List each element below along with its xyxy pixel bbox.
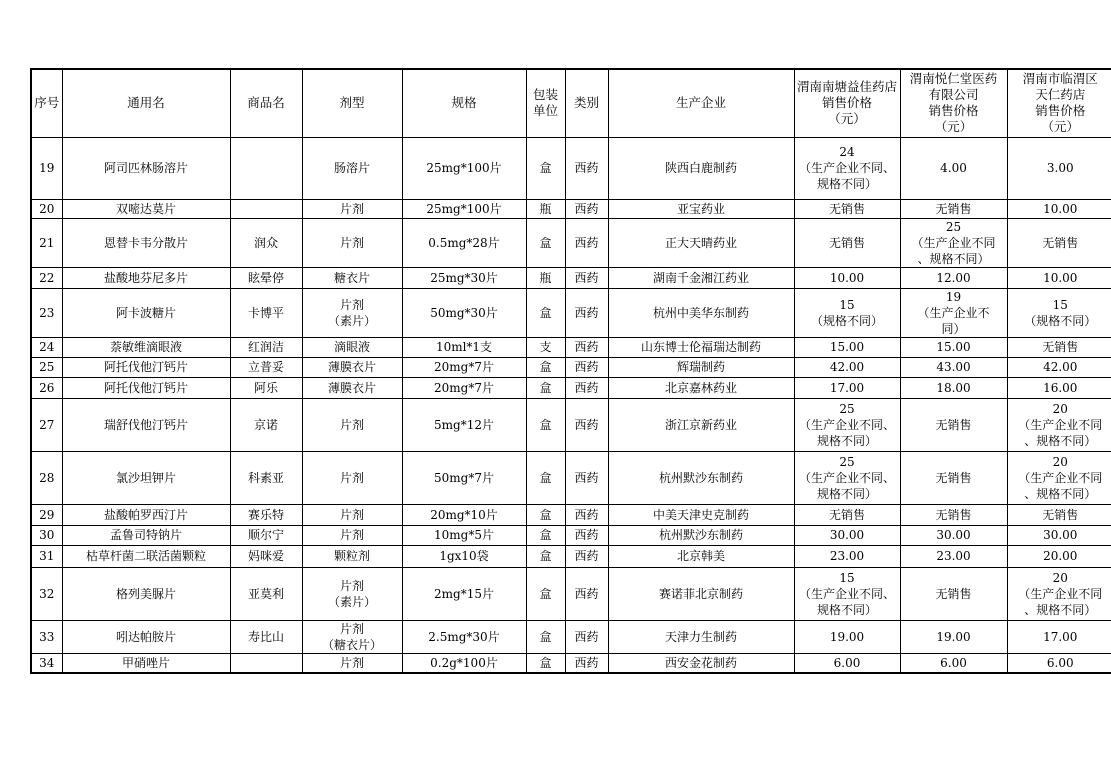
cell-store2-price: 无销售 — [900, 398, 1007, 451]
cell-trade-name: 卡博平 — [230, 288, 302, 337]
cell-store1-price: 10.00 — [794, 267, 900, 288]
cell-generic-name: 阿司匹林肠溶片 — [62, 137, 230, 199]
table-row — [31, 288, 1111, 337]
cell-store3-price: 无销售 — [1007, 337, 1111, 357]
cell-package-unit: 盒 — [526, 377, 565, 398]
cell-store3-price: 无销售 — [1007, 218, 1111, 267]
cell-trade-name: 妈咪爱 — [230, 545, 302, 567]
cell-category: 西药 — [565, 620, 608, 653]
cell-seq: 32 — [31, 567, 62, 620]
header-store2-price: 渭南悦仁堂医药 有限公司 销售价格 （元） — [900, 69, 1007, 137]
cell-seq: 21 — [31, 218, 62, 267]
cell-manufacturer: 赛诺菲北京制药 — [608, 567, 794, 620]
cell-manufacturer: 辉瑞制药 — [608, 357, 794, 377]
cell-category: 西药 — [565, 357, 608, 377]
header-dosage-form: 剂型 — [302, 69, 402, 137]
cell-store3-price: 20.00 — [1007, 545, 1111, 567]
cell-seq: 34 — [31, 653, 62, 673]
cell-manufacturer: 北京嘉林药业 — [608, 377, 794, 398]
table-row — [31, 337, 1111, 357]
header-seq: 序号 — [31, 69, 62, 137]
cell-category: 西药 — [565, 218, 608, 267]
cell-store1-price: 15 （生产企业不同、 规格不同） — [794, 567, 900, 620]
cell-category: 西药 — [565, 398, 608, 451]
cell-dosage-form: 薄膜衣片 — [302, 377, 402, 398]
cell-generic-name: 恩替卡韦分散片 — [62, 218, 230, 267]
cell-category: 西药 — [565, 199, 608, 218]
cell-category: 西药 — [565, 337, 608, 357]
cell-store3-price: 20 （生产企业不同 、规格不同） — [1007, 567, 1111, 620]
cell-category: 西药 — [565, 137, 608, 199]
cell-manufacturer: 山东博士伦福瑞达制药 — [608, 337, 794, 357]
header-trade-name: 商品名 — [230, 69, 302, 137]
cell-store1-price: 24 （生产企业不同、 规格不同） — [794, 137, 900, 199]
cell-seq: 30 — [31, 525, 62, 545]
cell-spec: 25mg*100片 — [402, 199, 526, 218]
table-row — [31, 451, 1111, 504]
cell-package-unit: 盒 — [526, 218, 565, 267]
cell-spec: 50mg*7片 — [402, 451, 526, 504]
cell-dosage-form: 片剂 — [302, 525, 402, 545]
cell-trade-name — [230, 199, 302, 218]
table-row — [31, 525, 1111, 545]
cell-generic-name: 双嘧达莫片 — [62, 199, 230, 218]
cell-spec: 10mg*5片 — [402, 525, 526, 545]
cell-category: 西药 — [565, 504, 608, 525]
cell-store2-price: 23.00 — [900, 545, 1007, 567]
cell-store1-price: 25 （生产企业不同、 规格不同） — [794, 451, 900, 504]
cell-store3-price: 无销售 — [1007, 504, 1111, 525]
cell-dosage-form: 糖衣片 — [302, 267, 402, 288]
cell-store2-price: 18.00 — [900, 377, 1007, 398]
cell-seq: 19 — [31, 137, 62, 199]
cell-package-unit: 盒 — [526, 288, 565, 337]
cell-seq: 28 — [31, 451, 62, 504]
table-row — [31, 504, 1111, 525]
cell-category: 西药 — [565, 267, 608, 288]
cell-dosage-form: 片剂 （糖衣片） — [302, 620, 402, 653]
cell-spec: 2mg*15片 — [402, 567, 526, 620]
cell-trade-name: 立普妥 — [230, 357, 302, 377]
cell-store1-price: 无销售 — [794, 199, 900, 218]
cell-seq: 27 — [31, 398, 62, 451]
cell-manufacturer: 北京韩美 — [608, 545, 794, 567]
cell-spec: 5mg*12片 — [402, 398, 526, 451]
cell-generic-name: 萘敏维滴眼液 — [62, 337, 230, 357]
cell-dosage-form: 颗粒剂 — [302, 545, 402, 567]
cell-generic-name: 阿卡波糖片 — [62, 288, 230, 337]
cell-package-unit: 支 — [526, 337, 565, 357]
cell-package-unit: 盒 — [526, 653, 565, 673]
cell-package-unit: 瓶 — [526, 267, 565, 288]
cell-manufacturer: 浙江京新药业 — [608, 398, 794, 451]
cell-dosage-form: 片剂 — [302, 398, 402, 451]
cell-dosage-form: 片剂 （素片） — [302, 288, 402, 337]
cell-store3-price: 15 （规格不同） — [1007, 288, 1111, 337]
cell-spec: 25mg*100片 — [402, 137, 526, 199]
cell-store3-price: 30.00 — [1007, 525, 1111, 545]
cell-store2-price: 30.00 — [900, 525, 1007, 545]
cell-store2-price: 4.00 — [900, 137, 1007, 199]
cell-package-unit: 瓶 — [526, 199, 565, 218]
cell-category: 西药 — [565, 545, 608, 567]
cell-spec: 50mg*30片 — [402, 288, 526, 337]
cell-store1-price: 6.00 — [794, 653, 900, 673]
cell-store2-price: 无销售 — [900, 199, 1007, 218]
cell-dosage-form: 肠溶片 — [302, 137, 402, 199]
cell-generic-name: 孟鲁司特钠片 — [62, 525, 230, 545]
cell-store1-price: 23.00 — [794, 545, 900, 567]
header-package-unit: 包装 单位 — [526, 69, 565, 137]
cell-store2-price: 12.00 — [900, 267, 1007, 288]
cell-package-unit: 盒 — [526, 525, 565, 545]
header-spec: 规格 — [402, 69, 526, 137]
cell-package-unit: 盒 — [526, 620, 565, 653]
header-row — [31, 69, 1111, 137]
cell-trade-name: 红润洁 — [230, 337, 302, 357]
cell-store3-price: 20 （生产企业不同 、规格不同） — [1007, 451, 1111, 504]
cell-package-unit: 盒 — [526, 357, 565, 377]
cell-trade-name: 亚莫利 — [230, 567, 302, 620]
cell-store1-price: 无销售 — [794, 504, 900, 525]
cell-trade-name — [230, 653, 302, 673]
cell-package-unit: 盒 — [526, 567, 565, 620]
cell-store3-price: 10.00 — [1007, 267, 1111, 288]
cell-trade-name: 润众 — [230, 218, 302, 267]
cell-spec: 10ml*1支 — [402, 337, 526, 357]
cell-store1-price: 30.00 — [794, 525, 900, 545]
cell-manufacturer: 陕西白鹿制药 — [608, 137, 794, 199]
cell-seq: 29 — [31, 504, 62, 525]
cell-spec: 20mg*7片 — [402, 357, 526, 377]
cell-manufacturer: 亚宝药业 — [608, 199, 794, 218]
cell-seq: 20 — [31, 199, 62, 218]
cell-trade-name: 赛乐特 — [230, 504, 302, 525]
cell-store1-price: 15.00 — [794, 337, 900, 357]
cell-seq: 26 — [31, 377, 62, 398]
cell-seq: 23 — [31, 288, 62, 337]
header-manufacturer: 生产企业 — [608, 69, 794, 137]
cell-seq: 25 — [31, 357, 62, 377]
cell-manufacturer: 湖南千金湘江药业 — [608, 267, 794, 288]
cell-manufacturer: 杭州中美华东制药 — [608, 288, 794, 337]
cell-generic-name: 甲硝唑片 — [62, 653, 230, 673]
cell-generic-name: 盐酸帕罗西汀片 — [62, 504, 230, 525]
cell-store2-price: 6.00 — [900, 653, 1007, 673]
cell-store1-price: 15 （规格不同） — [794, 288, 900, 337]
cell-trade-name: 顺尔宁 — [230, 525, 302, 545]
cell-category: 西药 — [565, 288, 608, 337]
table-row — [31, 620, 1111, 653]
table-row — [31, 267, 1111, 288]
cell-dosage-form: 滴眼液 — [302, 337, 402, 357]
cell-manufacturer: 杭州默沙东制药 — [608, 451, 794, 504]
cell-generic-name: 格列美脲片 — [62, 567, 230, 620]
table-row — [31, 653, 1111, 673]
cell-store2-price: 19 （生产企业不 同） — [900, 288, 1007, 337]
cell-seq: 31 — [31, 545, 62, 567]
cell-category: 西药 — [565, 525, 608, 545]
cell-store3-price: 20 （生产企业不同 、规格不同） — [1007, 398, 1111, 451]
table-row — [31, 398, 1111, 451]
cell-generic-name: 瑞舒伐他汀钙片 — [62, 398, 230, 451]
header-store1-price: 渭南南塘益佳药店 销售价格 （元） — [794, 69, 900, 137]
cell-store3-price: 3.00 — [1007, 137, 1111, 199]
table-row — [31, 137, 1111, 199]
header-generic-name: 通用名 — [62, 69, 230, 137]
cell-manufacturer: 杭州默沙东制药 — [608, 525, 794, 545]
cell-dosage-form: 片剂 — [302, 218, 402, 267]
cell-store2-price: 25 （生产企业不同 、规格不同） — [900, 218, 1007, 267]
cell-generic-name: 阿托伐他汀钙片 — [62, 377, 230, 398]
cell-dosage-form: 片剂 — [302, 504, 402, 525]
cell-trade-name: 科素亚 — [230, 451, 302, 504]
cell-generic-name: 氯沙坦钾片 — [62, 451, 230, 504]
cell-package-unit: 盒 — [526, 545, 565, 567]
cell-trade-name: 阿乐 — [230, 377, 302, 398]
table-body — [31, 137, 1111, 673]
cell-spec: 20mg*10片 — [402, 504, 526, 525]
cell-trade-name — [230, 137, 302, 199]
table-row — [31, 218, 1111, 267]
table-row — [31, 567, 1111, 620]
table-row — [31, 357, 1111, 377]
cell-generic-name: 吲达帕胺片 — [62, 620, 230, 653]
cell-manufacturer: 天津力生制药 — [608, 620, 794, 653]
cell-store3-price: 16.00 — [1007, 377, 1111, 398]
cell-category: 西药 — [565, 377, 608, 398]
cell-manufacturer: 中美天津史克制药 — [608, 504, 794, 525]
cell-manufacturer: 西安金花制药 — [608, 653, 794, 673]
cell-spec: 2.5mg*30片 — [402, 620, 526, 653]
table-row — [31, 545, 1111, 567]
cell-generic-name: 阿托伐他汀钙片 — [62, 357, 230, 377]
cell-trade-name: 寿比山 — [230, 620, 302, 653]
cell-store2-price: 15.00 — [900, 337, 1007, 357]
cell-store1-price: 无销售 — [794, 218, 900, 267]
cell-generic-name: 枯草杆菌二联活菌颗粒 — [62, 545, 230, 567]
cell-store1-price: 19.00 — [794, 620, 900, 653]
cell-dosage-form: 片剂 — [302, 451, 402, 504]
header-store3-price: 渭南市临渭区 天仁药店 销售价格 （元） — [1007, 69, 1111, 137]
cell-store1-price: 25 （生产企业不同、 规格不同） — [794, 398, 900, 451]
cell-category: 西药 — [565, 653, 608, 673]
cell-dosage-form: 片剂 （素片） — [302, 567, 402, 620]
cell-store3-price: 6.00 — [1007, 653, 1111, 673]
cell-seq: 22 — [31, 267, 62, 288]
cell-store2-price: 43.00 — [900, 357, 1007, 377]
cell-spec: 25mg*30片 — [402, 267, 526, 288]
cell-spec: 1gx10袋 — [402, 545, 526, 567]
cell-store2-price: 19.00 — [900, 620, 1007, 653]
cell-manufacturer: 正大天晴药业 — [608, 218, 794, 267]
cell-store2-price: 无销售 — [900, 567, 1007, 620]
cell-store1-price: 42.00 — [794, 357, 900, 377]
cell-package-unit: 盒 — [526, 137, 565, 199]
cell-store2-price: 无销售 — [900, 504, 1007, 525]
cell-category: 西药 — [565, 451, 608, 504]
cell-dosage-form: 片剂 — [302, 199, 402, 218]
cell-spec: 20mg*7片 — [402, 377, 526, 398]
cell-store3-price: 17.00 — [1007, 620, 1111, 653]
cell-store3-price: 42.00 — [1007, 357, 1111, 377]
table-row — [31, 199, 1111, 218]
cell-category: 西药 — [565, 567, 608, 620]
price-table — [30, 68, 1111, 674]
cell-spec: 0.2g*100片 — [402, 653, 526, 673]
cell-dosage-form: 薄膜衣片 — [302, 357, 402, 377]
cell-dosage-form: 片剂 — [302, 653, 402, 673]
table-row — [31, 377, 1111, 398]
cell-package-unit: 盒 — [526, 451, 565, 504]
cell-trade-name: 眩晕停 — [230, 267, 302, 288]
cell-seq: 24 — [31, 337, 62, 357]
cell-package-unit: 盒 — [526, 398, 565, 451]
cell-store3-price: 10.00 — [1007, 199, 1111, 218]
cell-spec: 0.5mg*28片 — [402, 218, 526, 267]
cell-trade-name: 京诺 — [230, 398, 302, 451]
cell-package-unit: 盒 — [526, 504, 565, 525]
cell-store2-price: 无销售 — [900, 451, 1007, 504]
header-category: 类别 — [565, 69, 608, 137]
cell-generic-name: 盐酸地芬尼多片 — [62, 267, 230, 288]
cell-seq: 33 — [31, 620, 62, 653]
cell-store1-price: 17.00 — [794, 377, 900, 398]
